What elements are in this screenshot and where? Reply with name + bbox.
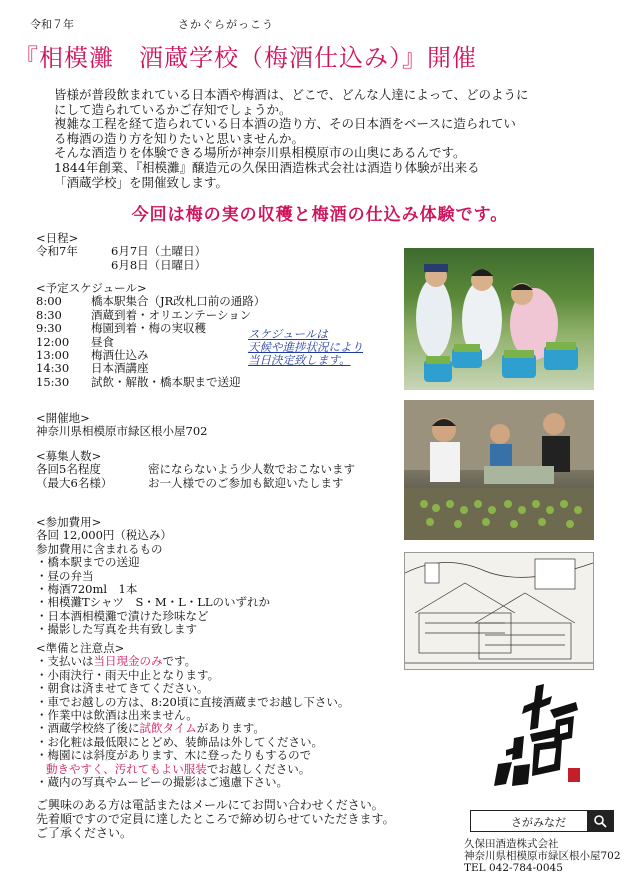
brewery-illustration xyxy=(404,552,594,670)
closing-text: ご興味のある方は電話またはメールにてお問い合わせください。 先着順ですので定員に達したところで締め切らせていただきます。 ご了承ください。 xyxy=(36,798,395,840)
schedule-row: 15:30 試飲・解散・橋本駅まで送迎 xyxy=(36,374,241,389)
brewing-photo xyxy=(404,400,594,540)
harvest-photo xyxy=(404,248,594,390)
notes-section: <準備と注意点> ・支払いは当日現金のみです。 ・小雨決行・雨天中止となります。 ・朝食は済ませてきてください。 ・車でお越しの方は、8:20頃に直接酒蔵までお越し下さい。 ・作業中は飲酒は出来ません。 ・酒蔵学校終了後に試飲タイムがあります。 ・お化粧は最低限にとどめ、装飾品は外してください。 ・梅園には斜度があります、木に登ったりもするので 動きやすく、汚れてもよい服装でお越しください。 ・蔵内の写真やムービーの撮影はご遠慮下さい。 xyxy=(36,641,350,790)
era-label: 令和７年 xyxy=(30,18,74,31)
search-box[interactable] xyxy=(470,810,614,832)
title-ruby: さかぐらがっこう xyxy=(178,18,274,31)
company-tel: TEL 042-784-0045 xyxy=(464,862,563,874)
intro-text: 皆様が普段飲まれている日本酒や梅酒は、どこで、どんな人達によって、どのように にして造られているかご存知でしょうか。 複雑な工程を経て造られている日本酒の造り方、その日本酒をベースに造られてい る梅酒の造り方を知りたいと思いませんか。 そんな酒造りを体験できる場所が神奈川県相模原市の山奥にあるんです。 1844年創業、『相模灘』醸造元の久保田酒造株式会社は酒造り体験が出来る 「酒蔵学校」を開催致します。 xyxy=(54,87,529,190)
schedule-row: 8:00 橋本駅集合（JR改札口前の通路） xyxy=(36,294,266,309)
page-title: 『相模灘 酒蔵学校（梅酒仕込み）』開催 xyxy=(14,44,477,72)
schedule-note: スケジュールは 天候や進捗状況により 当日決定致します。 xyxy=(248,327,363,367)
dates-section: <日程> 令和7年 6月7日（土曜日） 6月8日（日曜日） xyxy=(36,231,207,272)
search-text[interactable]: さがみなだ xyxy=(511,816,566,829)
company-name: 久保田酒造株式会社 xyxy=(464,838,559,850)
company-address: 神奈川県相模原市緑区根小屋702 xyxy=(464,850,621,862)
schedule-row: 8:30 酒蔵到着・オリエンテーション xyxy=(36,307,252,322)
fee-section: <参加費用> 各回 12,000円（税込み） 参加費用に含まれるもの ・橋本駅までの送迎 ・昼の弁当 ・梅酒720ml 1本 ・相模灘Tシャツ S・M・L・LLのいずれか ・日本酒相模灘で漬けた珍味など ・撮影した写真を共有致します xyxy=(36,515,271,637)
headline: 今回は梅の実の収穫と梅酒の仕込み体験です。 xyxy=(131,205,509,225)
search-icon[interactable] xyxy=(587,811,613,831)
schedule-section: <予定スケジュール> 8:00 橋本駅集合（JR改札口前の通路） 8:30 酒蔵到着・オリエンテーション 9:30 梅園到着・梅の実収穫 12:00 昼食 13:00 梅酒仕込み 14:30 日本酒講座 15:30 試飲・解散・橋本駅まで送迎 xyxy=(36,281,266,389)
company-info xyxy=(464,838,621,874)
schedule-row: 14:30 日本酒講座 xyxy=(36,361,149,376)
capacity-section: <募集人数> 各回5名程度 密にならないよう少人数でおこないます （最大6名様） お一人様でのご参加も歓迎いたします xyxy=(36,449,355,490)
schedule-row: 9:30 梅園到着・梅の実収穫 xyxy=(36,321,206,336)
sagaminada-logo xyxy=(478,680,590,788)
venue-section: <開催地> 神奈川県相模原市緑区根小屋702 xyxy=(36,411,208,439)
schedule-row: 13:00 梅酒仕込み xyxy=(36,348,149,363)
schedule-row: 12:00 昼食 xyxy=(36,334,114,349)
